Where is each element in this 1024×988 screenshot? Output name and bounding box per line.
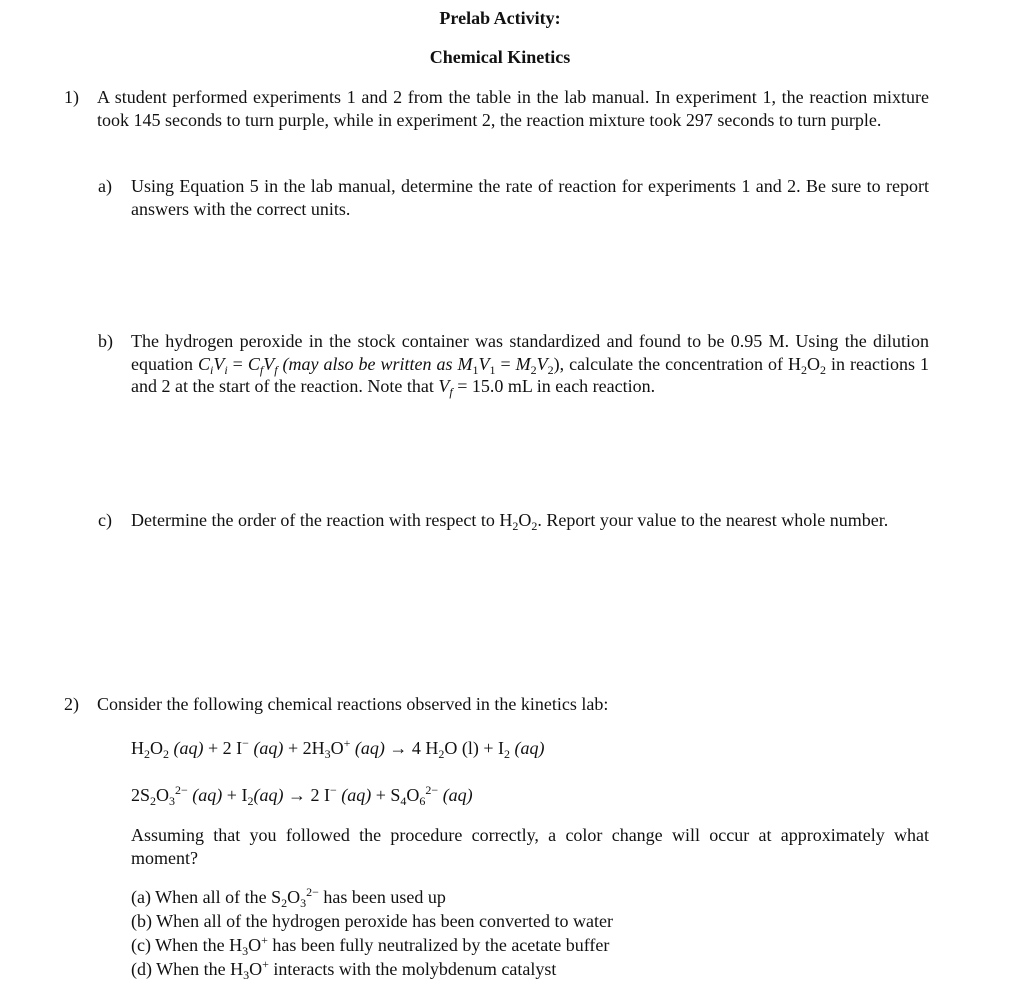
question-1a-label: a)	[98, 176, 112, 196]
option-c: (c) When the $H_3O^+$ has been fully neutralized by the acetate buffer	[131, 933, 610, 958]
question-1b-text: The hydrogen peroxide in the stock container was standardized and found to be 0.95 M. Using the dilution equation $C_iV_i = C_fV_f$ (may also be written as $M_1V_1 = M_2V_2$), calculate the concentration of $H_2O_2$ in reactions 1 and 2 at the start of the reaction. Note that $V_f = 15.0$ mL in each reaction.	[131, 331, 930, 399]
question-1c-text: Determine the order of the reaction with respect to $H_2O_2$. Report your value to the nearest whole number.	[131, 510, 889, 533]
page-title: Prelab Activity:	[439, 8, 561, 28]
question-2-intro: Consider the following chemical reactions observed in the kinetics lab:	[97, 694, 609, 714]
question-1a-text: Using Equation 5 in the lab manual, determine the rate of reaction for experiments 1 and 2. Be sure to report answers with the correct units.	[131, 176, 929, 219]
question-2-number: 2)	[64, 694, 79, 714]
option-b: (b) When all of the hydrogen peroxide has been converted to water	[131, 911, 613, 931]
question-2-text: Assuming that you followed the procedure correctly, a color change will occur at approximately what moment?	[131, 825, 929, 868]
question-1b-label: b)	[98, 331, 113, 351]
reaction-equation-1: $H_2O_2$ (aq) + 2 I− $(aq) + 2H_3O^+$ (aq) → 4 $H_2O$ $(l) + I_2$ (aq)	[131, 736, 545, 761]
reaction-equation-2: $2S_2O_3^{2-}$ $(aq) + I_2(aq) \to 2$ I− $(aq) + S_4O_6^{2-}$ (aq)	[131, 783, 473, 808]
option-d: (d) When the $H_3O^+$ interacts with the molybdenum catalyst	[131, 957, 557, 982]
question-1c-label: c)	[98, 510, 112, 530]
question-1-text: A student performed experiments 1 and 2 from the table in the lab manual. In experiment 1, the reaction mixture took 145 seconds to turn purple, while in experiment 2, the reaction mixture took 297 seconds to turn purple.	[97, 87, 929, 130]
question-1-number: 1)	[64, 87, 79, 107]
page-subtitle: Chemical Kinetics	[429, 47, 571, 67]
option-a: (a) When all of the $S_2O_3^{2-}$ has been used up	[131, 885, 446, 910]
